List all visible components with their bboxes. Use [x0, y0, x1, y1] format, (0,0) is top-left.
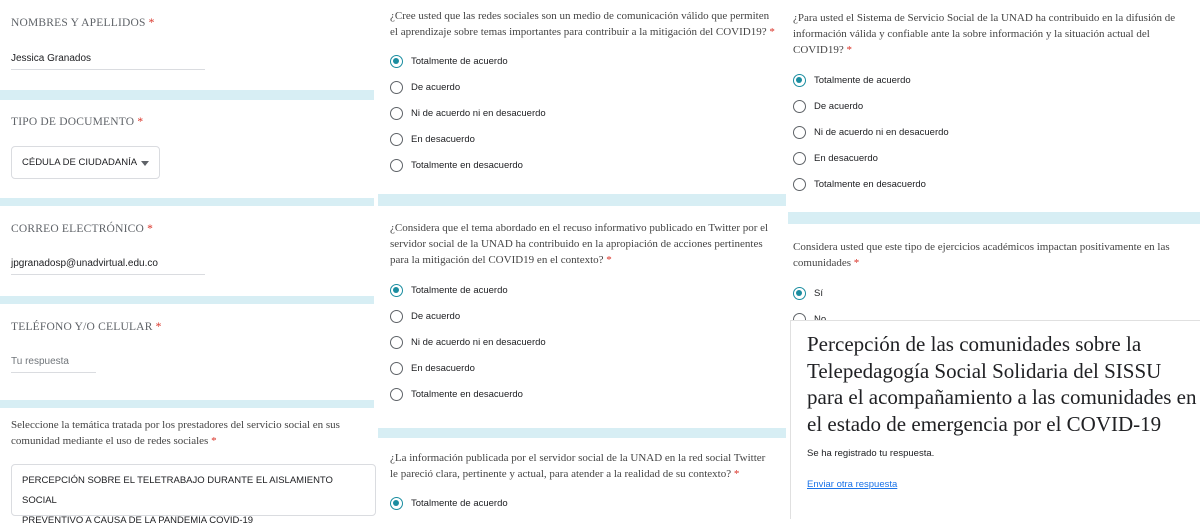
q2-option-3[interactable]: Ni de acuerdo ni en desacuerdo: [390, 336, 546, 349]
separator: [0, 90, 374, 100]
separator: [378, 194, 786, 206]
q2-option-1[interactable]: Totalmente de acuerdo: [390, 284, 508, 297]
topic-card: [0, 408, 374, 526]
question-1-card: [378, 0, 786, 194]
radio-icon: [390, 362, 403, 375]
question-1-text: ¿Cree usted que las redes sociales son un medio de comunicación válido que permiten el aprendizaje sobre temas importantes para contribuir a la mitigación del COVID19? *: [390, 10, 775, 38]
q1-option-4[interactable]: En desacuerdo: [390, 133, 475, 146]
email-input[interactable]: jpgranadosp@unadvirtual.edu.co: [11, 258, 205, 275]
topic-answer-line-2: PREVENTIVO A CAUSA DE LA PANDEMIA COVID-19: [22, 515, 254, 526]
q3-option-1[interactable]: Totalmente de acuerdo: [390, 497, 508, 510]
q4-option-2[interactable]: De acuerdo: [793, 100, 863, 113]
email-label: CORREO ELECTRÓNICO *: [11, 223, 154, 235]
radio-icon: [390, 133, 403, 146]
phone-label: TELÉFONO Y/O CELULAR *: [11, 321, 162, 333]
radio-icon: [390, 107, 403, 120]
radio-icon: [390, 388, 403, 401]
radio-icon: [390, 336, 403, 349]
q1-option-1[interactable]: Totalmente de acuerdo: [390, 55, 508, 68]
radio-icon: [793, 100, 806, 113]
email-card: [0, 206, 374, 296]
radio-icon: [793, 152, 806, 165]
chevron-down-icon: [141, 161, 149, 166]
question-3-text: ¿La información publicada por el servidor social de la UNAD en la red social Twitter le pareció clara, pertinente y actual, para atender a la realidad de su contexto? *: [390, 452, 766, 480]
document-label: TIPO DE DOCUMENTO *: [11, 116, 144, 128]
radio-checked-icon: [390, 497, 403, 510]
q4-option-4[interactable]: En desacuerdo: [793, 152, 878, 165]
radio-icon: [793, 178, 806, 191]
separator: [0, 296, 374, 304]
q1-option-2[interactable]: De acuerdo: [390, 81, 460, 94]
q1-option-5[interactable]: Totalmente en desacuerdo: [390, 159, 523, 172]
q1-option-3[interactable]: Ni de acuerdo ni en desacuerdo: [390, 107, 546, 120]
question-4-text: ¿Para usted el Sistema de Servicio Social de la UNAD ha contribuido en la difusión de información válida y confiable ante la sobre información y la situación actual del COVID19? *: [793, 12, 1176, 56]
confirmation-message: Se ha registrado tu respuesta.: [807, 448, 935, 459]
question-3-card: [378, 438, 786, 519]
document-type-value: CÉDULA DE CIUDADANÍA: [22, 157, 138, 168]
radio-checked-icon: [793, 74, 806, 87]
name-input[interactable]: Jessica Granados: [11, 53, 205, 70]
document-card: [0, 100, 374, 198]
topic-answer-line-1: PERCEPCIÓN SOBRE EL TELETRABAJO DURANTE EL AISLAMIENTO SOCIAL: [22, 475, 333, 506]
separator: [0, 400, 374, 408]
q5-option-1[interactable]: Sí: [793, 287, 823, 300]
form-title: Percepción de las comunidades sobre la Telepedagogía Social Solidaria del SISSU para el acompañamiento a las comunidades en el estado de emergencia por el COVID-19: [807, 332, 1197, 436]
radio-icon: [390, 310, 403, 323]
phone-input[interactable]: Tu respuesta: [11, 356, 96, 373]
q2-option-4[interactable]: En desacuerdo: [390, 362, 475, 375]
radio-icon: [390, 159, 403, 172]
question-4-card: [788, 0, 1200, 212]
radio-checked-icon: [793, 287, 806, 300]
name-label: NOMBRES Y APELLIDOS *: [11, 17, 155, 29]
radio-icon: [390, 81, 403, 94]
question-5-text: Considera usted que este tipo de ejercicios académicos impactan positivamente en las comunidades *: [793, 241, 1170, 269]
name-card: [0, 0, 374, 90]
topic-answer-select[interactable]: [11, 464, 376, 526]
topic-question: Seleccione la temática tratada por los prestadores del servicio social en sus comunidad mediante el uso de redes sociales *: [11, 419, 340, 447]
radio-checked-icon: [390, 55, 403, 68]
q2-option-2[interactable]: De acuerdo: [390, 310, 460, 323]
separator: [378, 428, 786, 438]
q2-option-5[interactable]: Totalmente en desacuerdo: [390, 388, 523, 401]
q4-option-1[interactable]: Totalmente de acuerdo: [793, 74, 911, 87]
middle-form-column: [378, 0, 786, 519]
confirmation-card: [790, 320, 1200, 519]
left-form-column: [0, 0, 374, 526]
document-type-select[interactable]: [11, 146, 160, 179]
phone-card: [0, 304, 374, 400]
q4-option-5[interactable]: Totalmente en desacuerdo: [793, 178, 926, 191]
radio-checked-icon: [390, 284, 403, 297]
question-2-text: ¿Considera que el tema abordado en el recuso informativo publicado en Twitter por el servidor social de la UNAD ha contribuido en la apropiación de acciones pertinentes para la mitigación del COVID19 en el contexto? *: [390, 222, 769, 266]
q4-option-3[interactable]: Ni de acuerdo ni en desacuerdo: [793, 126, 949, 139]
separator: [788, 212, 1200, 224]
submit-another-response-link[interactable]: Enviar otra respuesta: [807, 479, 898, 490]
radio-icon: [793, 126, 806, 139]
separator: [0, 198, 374, 206]
question-2-card: [378, 206, 786, 428]
